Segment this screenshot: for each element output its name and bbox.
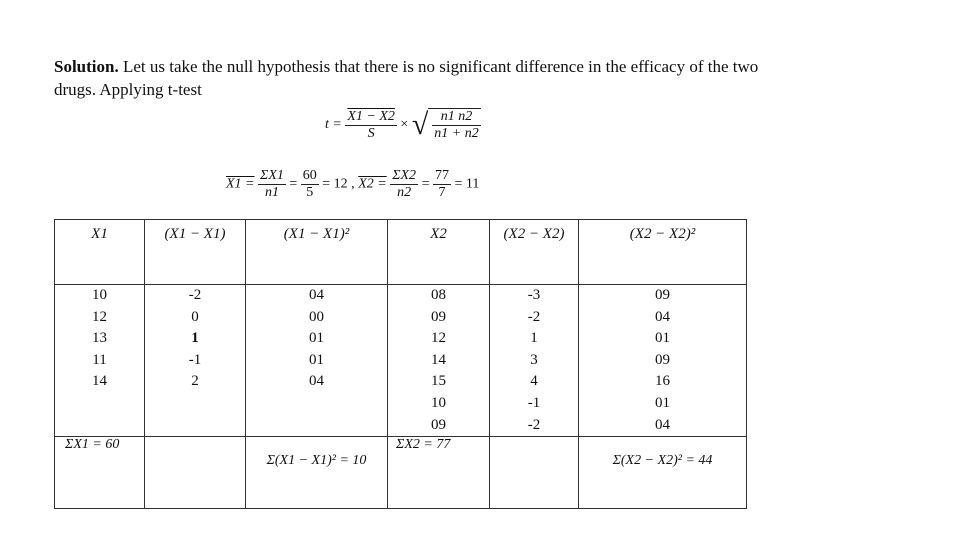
table-cell: 1 <box>530 330 538 347</box>
sqrt-numerator: n1 n2 <box>432 109 480 126</box>
table-cell: 10 <box>431 394 446 411</box>
t-test-formula <box>325 108 481 142</box>
eq-sign-1: = <box>289 176 298 192</box>
table-cell: 3 <box>530 351 538 368</box>
table-cell: -2 <box>527 416 541 433</box>
table-cell: 2 <box>191 373 199 390</box>
table-cell: 10 <box>92 287 107 303</box>
x2-sum: ΣX2 <box>392 168 417 183</box>
col-x2-dev <box>490 285 579 437</box>
table-cell: 11 <box>92 351 107 368</box>
table-cell: -1 <box>188 351 202 368</box>
table-cell: 14 <box>431 351 446 368</box>
table-cell: 13 <box>92 330 107 347</box>
eq-sign-2: = <box>421 176 430 192</box>
table-cell: 01 <box>655 394 670 411</box>
sqrt-fraction <box>432 109 480 142</box>
x2-value-fraction <box>433 168 451 201</box>
sqrt-body <box>428 108 480 142</box>
sum-empty-2 <box>490 437 579 509</box>
values-row <box>55 285 747 437</box>
table-cell: 01 <box>655 330 670 347</box>
sum-x1-dev-sq: Σ(X1 − X1)² = 10 <box>246 437 388 509</box>
x1-value-den: 5 <box>306 185 314 200</box>
table-cell: 01 <box>309 351 324 368</box>
table-cell: 15 <box>431 373 446 390</box>
col-x1 <box>55 285 145 437</box>
sum-x2-dev-sq: Σ(X2 − X2)² = 44 <box>579 437 747 509</box>
table-cell: 12 <box>431 330 446 347</box>
header-x2-dev-sq: (X2 − X2)² <box>579 220 747 285</box>
x2-mean-lhs: X2 = <box>358 176 387 192</box>
solution-body: Let us take the null hypothesis that there is no significant difference in the efficacy of the two drugs. Applying t-test <box>54 57 759 99</box>
sum-x1: ΣX1 = 60 <box>55 437 145 509</box>
header-x1-dev: (X1 − X1) <box>145 220 246 285</box>
table-cell: -2 <box>527 308 541 325</box>
header-x1-dev-sq: (X1 − X1)² <box>246 220 388 285</box>
sqrt-icon: √ <box>411 108 429 141</box>
col-x1-dev <box>145 285 246 437</box>
x1-value-fraction <box>301 168 319 201</box>
x2-fraction <box>390 168 418 201</box>
x1-fraction <box>258 168 286 201</box>
sum-x2: ΣX2 = 77 <box>388 437 490 509</box>
table-cell: 04 <box>309 373 324 390</box>
table-cell: 00 <box>309 308 324 325</box>
table-cell: 09 <box>655 351 670 368</box>
t-denominator: S <box>367 125 375 141</box>
t-lhs: t = <box>325 117 342 133</box>
solution-label: Solution. <box>54 57 119 76</box>
table-cell: 09 <box>655 287 670 303</box>
x1-sum: ΣX1 <box>260 168 284 183</box>
table-cell: 12 <box>92 308 107 325</box>
t-fraction <box>345 109 397 142</box>
table-cell: 01 <box>309 330 324 347</box>
table-cell: -2 <box>188 287 202 303</box>
col-x2 <box>388 285 490 437</box>
sum-empty-1 <box>145 437 246 509</box>
table-cell: 14 <box>92 373 107 390</box>
col-x2-dev-sq <box>579 285 747 437</box>
x2-value-num: 77 <box>434 168 449 183</box>
sqrt-denominator: n1 + n2 <box>434 126 479 141</box>
table-cell: 08 <box>431 287 446 303</box>
times-sign: × <box>400 117 409 133</box>
x1-mean-lhs: X1 = <box>226 176 255 192</box>
table-cell: 04 <box>309 287 324 303</box>
x2-result: = 11 <box>454 176 480 192</box>
table-cell: -1 <box>527 394 541 411</box>
table-cell: 09 <box>431 308 446 325</box>
x1-value-num: 60 <box>302 168 317 183</box>
header-x1: X1 <box>55 220 145 285</box>
t-numerator: X1 − X2 <box>347 108 395 124</box>
table-cell: 0 <box>191 308 199 325</box>
data-table <box>54 219 747 509</box>
table-cell: 4 <box>530 373 538 390</box>
x2-n: n2 <box>397 185 412 200</box>
table-cell: 1 <box>191 330 199 347</box>
table-cell: 09 <box>431 416 446 433</box>
x1-n: n1 <box>264 185 279 200</box>
header-row <box>55 220 747 285</box>
header-x2-dev: (X2 − X2) <box>490 220 579 285</box>
col-x1-dev-sq <box>246 285 388 437</box>
mean-formulas <box>226 168 479 201</box>
header-x2: X2 <box>388 220 490 285</box>
sum-row <box>55 437 747 509</box>
x2-value-den: 7 <box>438 185 446 200</box>
x1-result: = 12 , <box>322 176 355 192</box>
table-cell: 16 <box>655 373 670 390</box>
table-cell: -3 <box>527 287 541 303</box>
table-cell: 04 <box>655 416 670 433</box>
solution-text <box>54 55 774 101</box>
table-cell: 04 <box>655 308 670 325</box>
